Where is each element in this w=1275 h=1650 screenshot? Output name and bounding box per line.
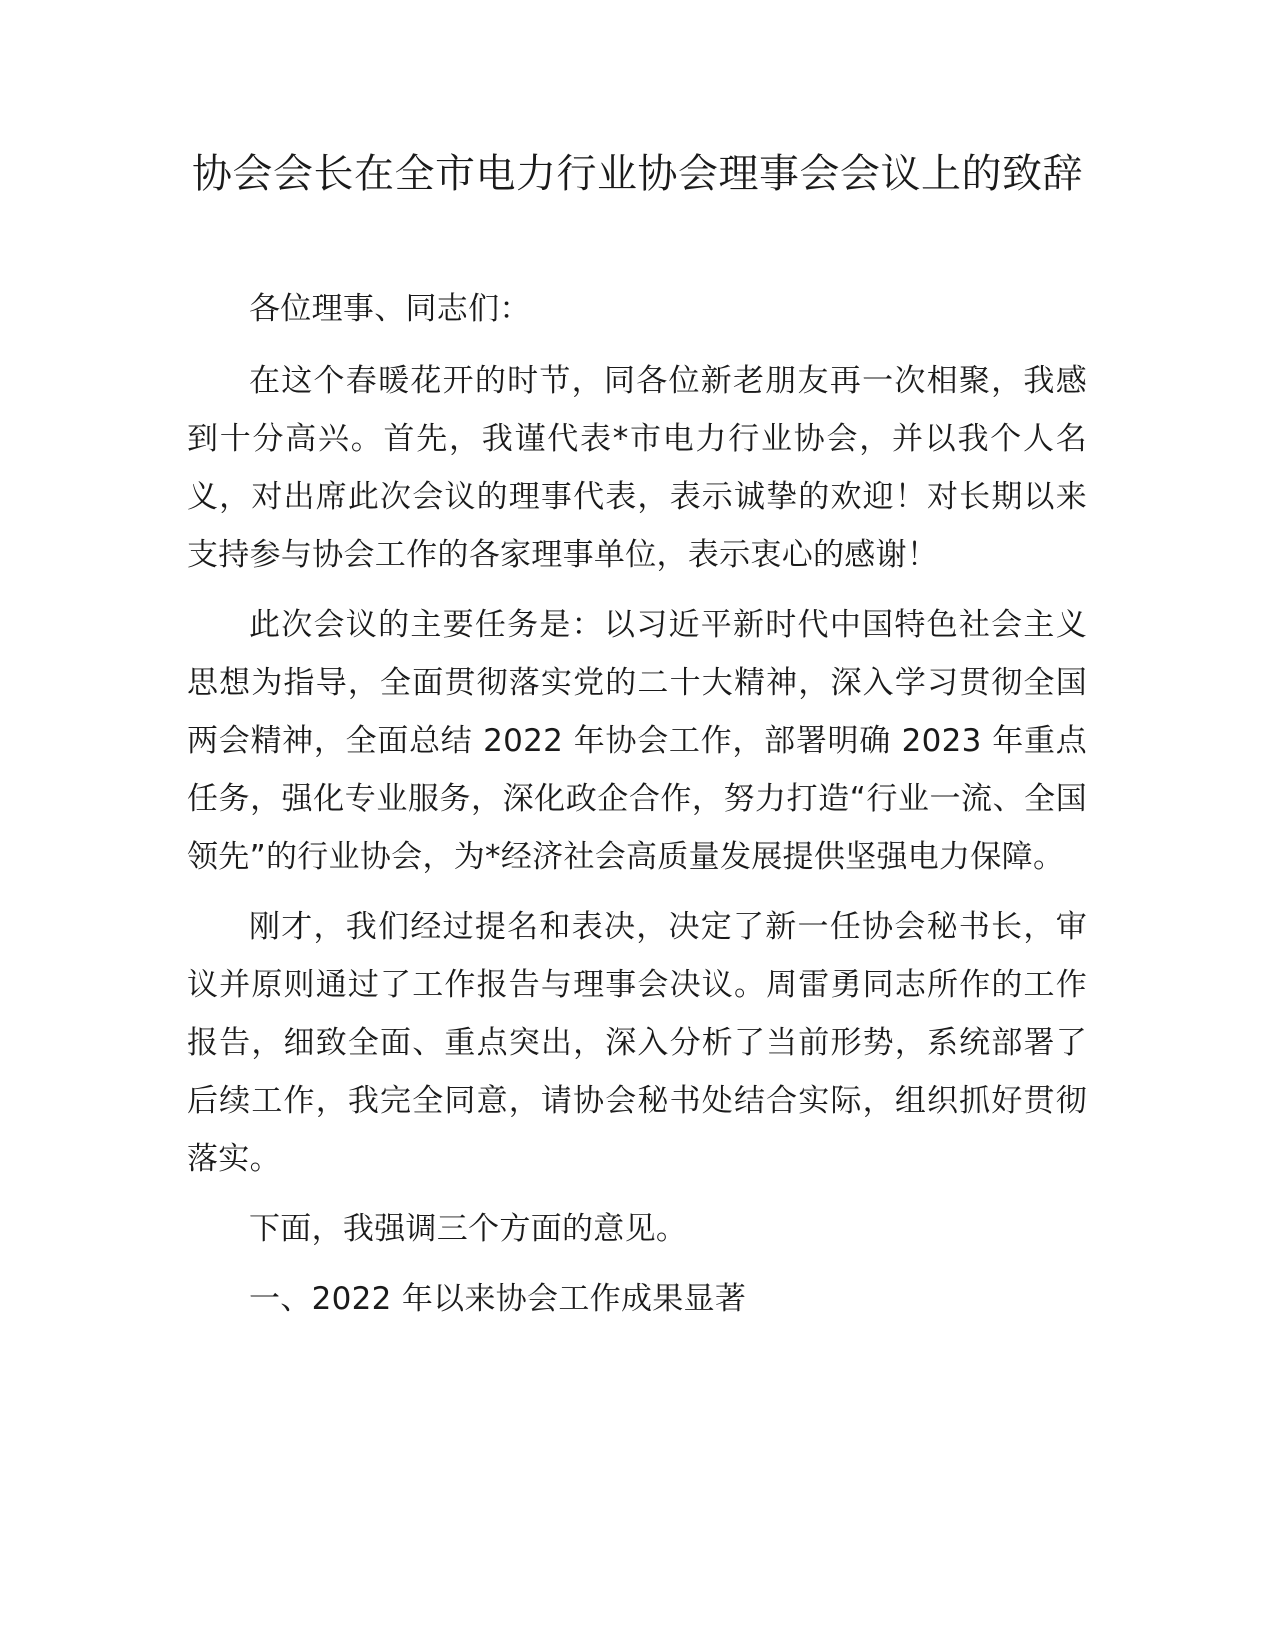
document-title: 协会会长在全市电力行业协会理事会会议上的致辞 bbox=[192, 151, 1083, 197]
salutation: 各位理事、同志们： bbox=[249, 291, 531, 327]
paragraph-welcome: 在这个春暖花开的时节，同各位新老朋友再一次相聚，我感到十分高兴。首先，我谨代表*市电力行业协会，并以我个人名义，对出席此次会议的理事代表，表示诚挚的欢迎！对长期以来支持参与协会工作的各家理事单位，表示衷心的感谢！ bbox=[187, 363, 1087, 573]
document-body bbox=[187, 280, 1087, 1340]
paragraph-three-points: 下面，我强调三个方面的意见。 bbox=[249, 1211, 688, 1247]
section-heading-1: 一、2022 年以来协会工作成果显著 bbox=[249, 1281, 747, 1317]
paragraph-election-review: 刚才，我们经过提名和表决，决定了新一任协会秘书长，审议并原则通过了工作报告与理事会决议。周雷勇同志所作的工作报告，细致全面、重点突出，深入分析了当前形势，系统部署了后续工作，我完全同意，请协会秘书处结合实际，组织抓好贯彻落实。 bbox=[187, 909, 1087, 1177]
paragraph-main-task: 此次会议的主要任务是：以习近平新时代中国特色社会主义思想为指导，全面贯彻落实党的二十大精神，深入学习贯彻全国两会精神，全面总结 2022 年协会工作，部署明确 2023 年重点任务，强化专业服务，深化政企合作，努力打造“行业一流、全国领先”的行业协会，为*经济社会高质量发展提供坚强电力保障。 bbox=[187, 607, 1087, 875]
